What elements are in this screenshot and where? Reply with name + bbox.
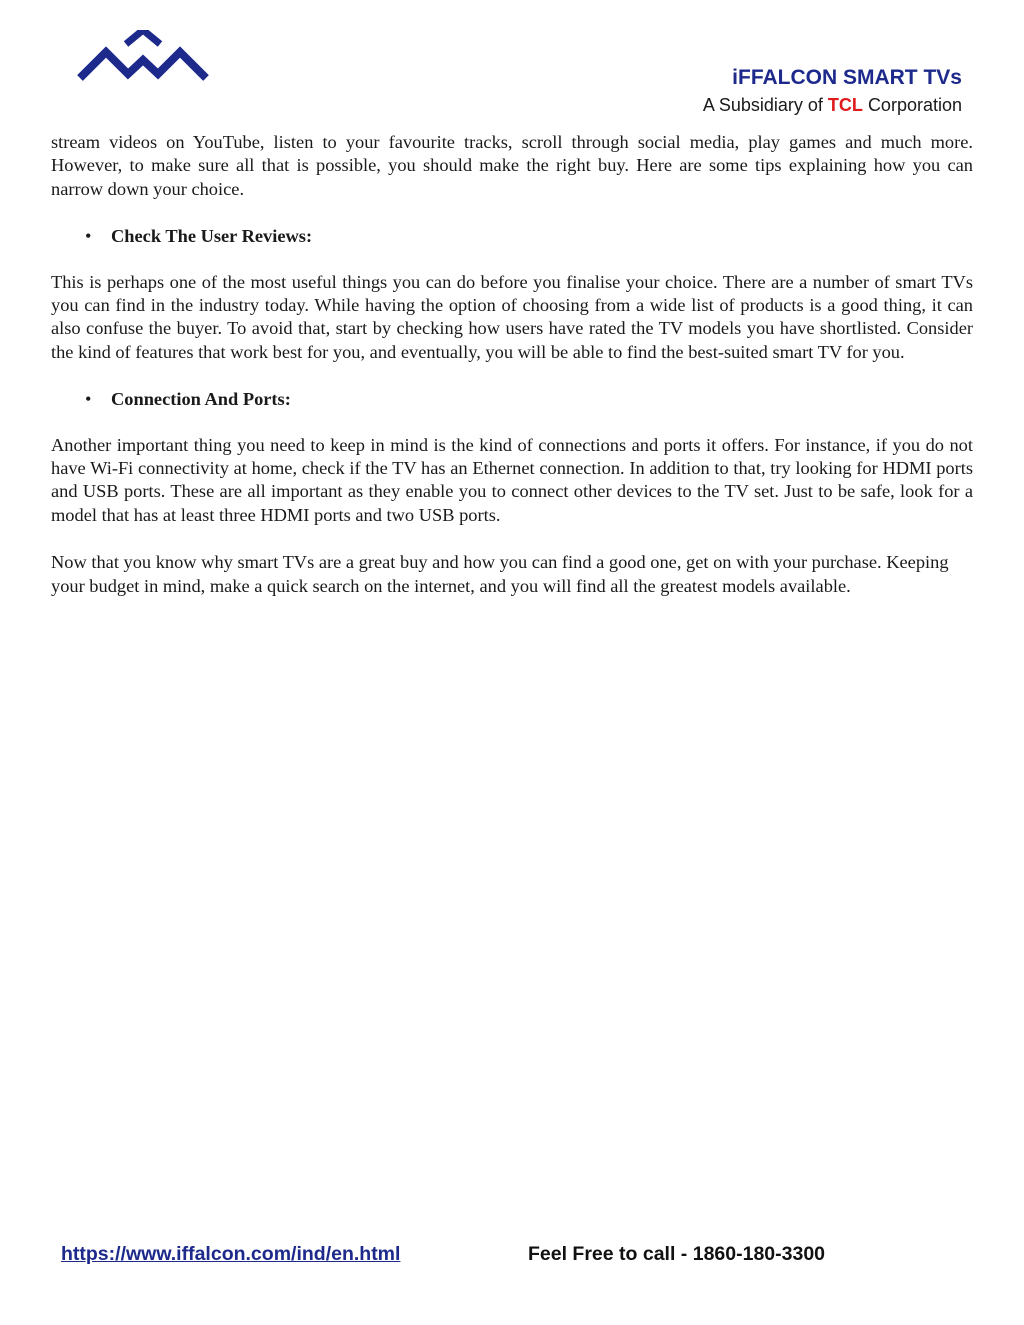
call-text: Feel Free to call - 1860-180-3300 — [528, 1243, 826, 1265]
brand-header — [703, 64, 962, 118]
subtitle-prefix: A Subsidiary of — [702, 95, 823, 115]
website-link[interactable]: https://www.iffalcon.com/ind/en.html — [61, 1243, 401, 1265]
section-heading-text: Check The User Reviews: — [111, 226, 313, 247]
iffalcon-logo-icon — [76, 30, 210, 84]
bullet-icon: • — [85, 226, 92, 247]
section-heading-reviews — [51, 225, 973, 248]
ports-paragraph: Another important thing you need to keep in mind is the kind of connections and ports it offers. For instance, if you do not have Wi-Fi connectivity at home, check if the TV has an Ethernet connection. In addition to that, try looking for HDMI ports and USB ports. These are all important as they enable you to connect other devices to the TV set. Just to be safe, look for a model that has at least three HDMI ports and two USB ports. — [51, 434, 973, 525]
bullet-icon: • — [85, 389, 92, 410]
article-body — [51, 131, 973, 598]
section-heading-text: Connection And Ports: — [111, 389, 291, 410]
paragraph-spacer — [51, 527, 973, 551]
reviews-paragraph: This is perhaps one of the most useful things you can do before you finalise your choice. There are a number of smart TVs you can find in the industry today. While having the option of choosing from a wide list of products is a good thing, it can also confuse the buyer. To avoid that, start by checking how users have rated the TV models you have shortlisted. Consider the kind of features that work best for you, and eventually, you will be able to find the best-suited smart TV for you. — [51, 271, 973, 362]
brand-title: iFFALCON SMART TVs — [732, 66, 962, 89]
subtitle-suffix: Corporation — [867, 95, 962, 115]
page-footer — [0, 1240, 1024, 1268]
tcl-highlight: TCL — [827, 95, 863, 115]
brand-subtitle — [703, 92, 962, 118]
intro-paragraph: stream videos on YouTube, listen to your favourite tracks, scroll through social media, play games and much more. However, to make sure all that is possible, you should make the right buy. Here are some tips explaining how you can narrow down your choice. — [51, 132, 973, 199]
section-heading-ports — [51, 388, 973, 411]
closing-paragraph: Now that you know why smart TVs are a great buy and how you can find a good one, get on with your purchase. Keeping your budget in mind, make a quick search on the internet, and you will find all the greatest models available. — [51, 552, 949, 596]
